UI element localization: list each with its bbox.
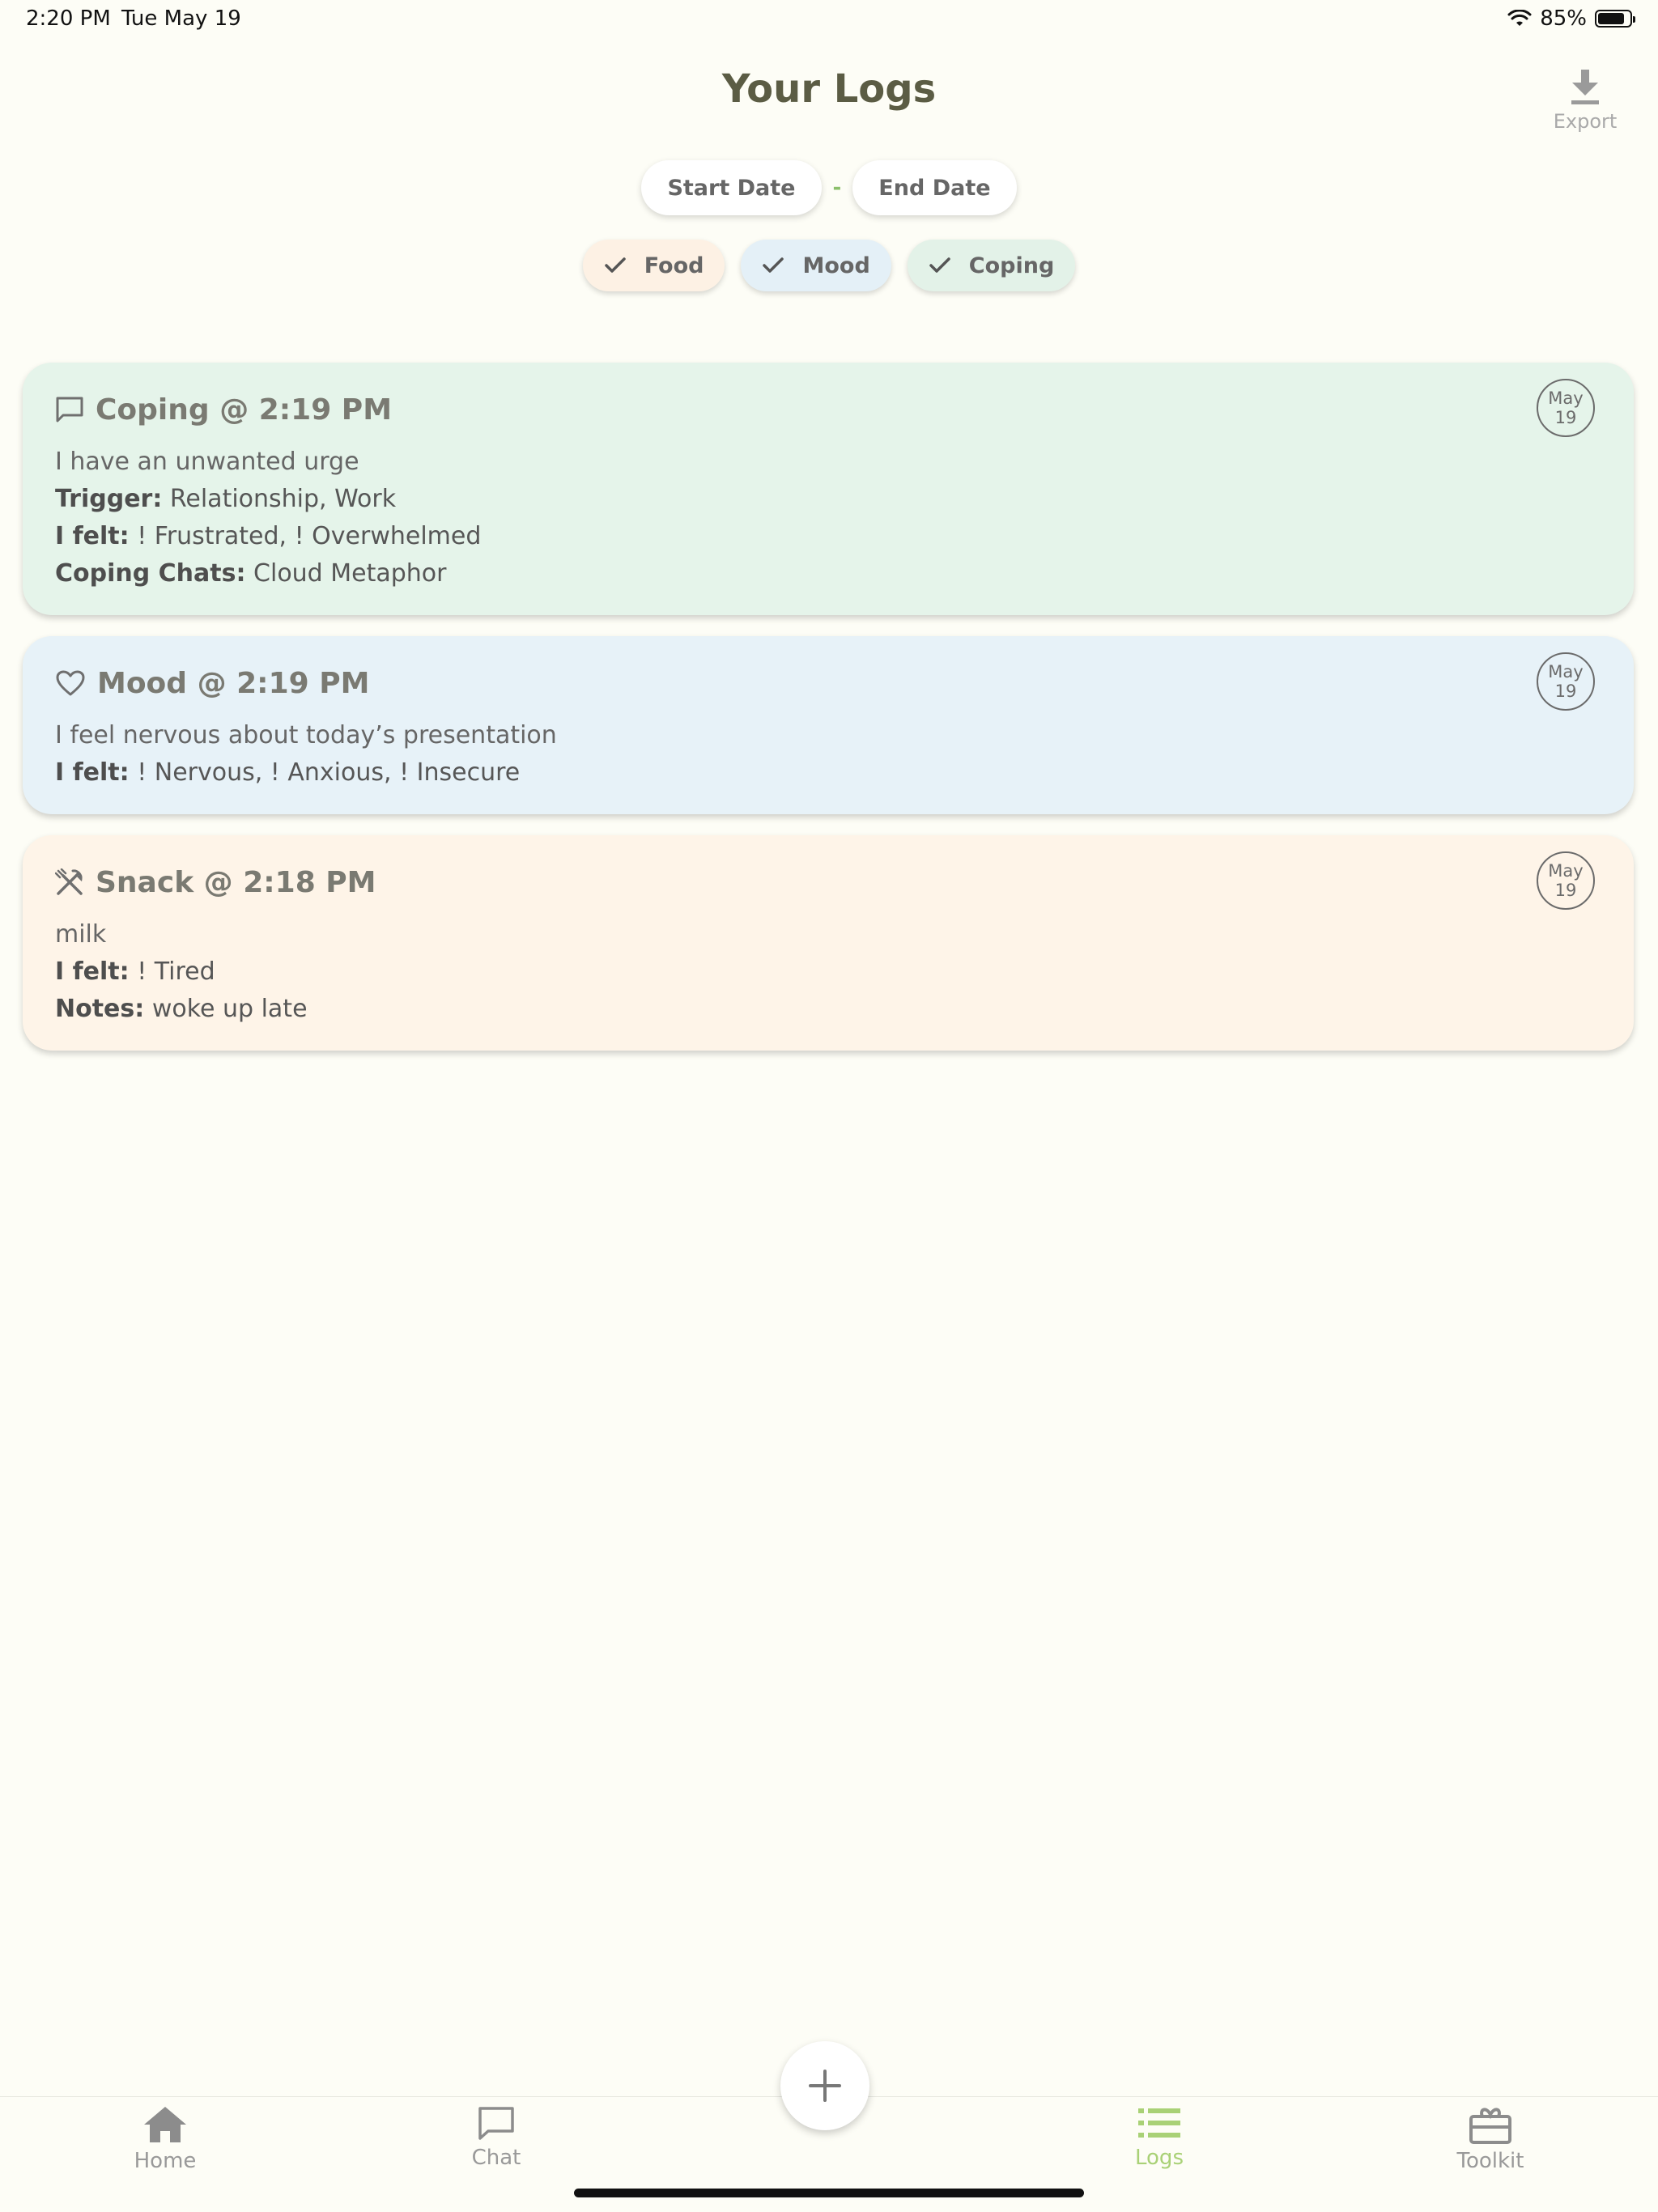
add-log-button[interactable]: [780, 2041, 869, 2130]
battery-percent: 85%: [1540, 6, 1587, 31]
toolkit-icon: [1468, 2105, 1513, 2144]
log-row: [55, 555, 1601, 592]
tab-logs[interactable]: [1078, 2105, 1240, 2170]
log-row-value: Relationship, Work: [169, 485, 397, 513]
log-row-label: I felt:: [55, 522, 130, 550]
battery-icon: [1595, 10, 1632, 28]
date-badge-day: 19: [1554, 408, 1577, 427]
battery-level: [1598, 13, 1624, 24]
tab-label: Chat: [471, 2146, 521, 2170]
date-badge: [1537, 652, 1595, 711]
log-row-value: Cloud Metaphor: [253, 559, 447, 588]
date-separator: -: [832, 176, 842, 200]
tab-label: Logs: [1135, 2146, 1184, 2170]
date-badge-day: 19: [1554, 881, 1577, 900]
page-title: Your Logs: [721, 66, 937, 112]
log-row-label: Notes:: [55, 995, 145, 1023]
check-icon: [762, 257, 784, 274]
check-icon: [929, 257, 951, 274]
log-row: [55, 518, 1601, 555]
card-header: [55, 393, 1601, 426]
filter-chip-coping[interactable]: [908, 240, 1076, 291]
log-card-mood[interactable]: [23, 636, 1634, 814]
log-row-label: Coping Chats:: [55, 559, 246, 588]
chat-bubble-icon: [477, 2105, 516, 2141]
card-title: Coping @ 2:19 PM: [96, 393, 393, 427]
filter-chip-food[interactable]: [583, 240, 725, 291]
heart-icon: [55, 669, 86, 697]
log-row-label: I felt:: [55, 758, 130, 787]
log-row: [55, 481, 1601, 518]
card-title: Snack @ 2:18 PM: [96, 865, 376, 899]
download-icon: [1569, 68, 1601, 105]
log-row: [55, 754, 1601, 792]
chat-bubble-icon: [55, 396, 84, 423]
date-badge: [1537, 851, 1595, 910]
check-icon: [604, 257, 627, 274]
end-date-button[interactable]: End Date: [852, 160, 1016, 215]
list-icon: [1137, 2105, 1182, 2141]
card-title: Mood @ 2:19 PM: [97, 666, 370, 700]
log-description: milk: [55, 920, 107, 949]
filter-chips: [0, 240, 1658, 291]
tab-label: Home: [134, 2149, 197, 2173]
log-description: I have an unwanted urge: [55, 448, 359, 476]
fork-knife-icon: [55, 868, 84, 896]
status-right: [1507, 6, 1632, 31]
tab-chat[interactable]: [415, 2105, 577, 2170]
date-badge: [1537, 379, 1595, 437]
date-badge-month: May: [1548, 388, 1584, 408]
log-row-value: ! Frustrated, ! Overwhelmed: [137, 522, 482, 550]
filter-chip-label: Food: [644, 253, 704, 278]
log-row-value: ! Nervous, ! Anxious, ! Insecure: [137, 758, 521, 787]
export-button[interactable]: [1545, 68, 1626, 133]
filter-chip-mood[interactable]: [741, 240, 891, 291]
log-row: [55, 991, 1601, 1028]
log-row-label: I felt:: [55, 957, 130, 986]
log-card-coping[interactable]: [23, 363, 1634, 615]
card-header: [55, 866, 1601, 898]
date-range: [0, 160, 1658, 215]
wifi-icon: [1507, 10, 1532, 28]
log-description: I feel nervous about today’s presentation: [55, 721, 557, 749]
status-bar: [0, 0, 1658, 39]
log-row: [55, 953, 1601, 991]
card-header: [55, 667, 1601, 699]
home-icon: [142, 2105, 188, 2144]
tab-toolkit[interactable]: [1409, 2105, 1571, 2173]
home-indicator: [574, 2189, 1084, 2197]
log-card-food[interactable]: [23, 835, 1634, 1051]
status-date: Tue May 19: [121, 6, 241, 31]
battery-tip: [1633, 16, 1635, 23]
filter-chip-label: Coping: [968, 253, 1055, 278]
filter-chip-label: Mood: [802, 253, 870, 278]
log-row-label: Trigger:: [55, 485, 163, 513]
status-time: 2:20 PM: [26, 6, 111, 31]
log-row-value: ! Tired: [137, 957, 215, 986]
export-label: Export: [1553, 110, 1618, 133]
date-badge-month: May: [1548, 662, 1584, 681]
log-row-value: woke up late: [151, 995, 308, 1023]
date-badge-day: 19: [1554, 681, 1577, 701]
plus-icon: [807, 2068, 843, 2104]
tab-home[interactable]: [84, 2105, 246, 2173]
tab-label: Toolkit: [1456, 2149, 1524, 2173]
start-date-button[interactable]: Start Date: [641, 160, 821, 215]
date-badge-month: May: [1548, 861, 1584, 881]
